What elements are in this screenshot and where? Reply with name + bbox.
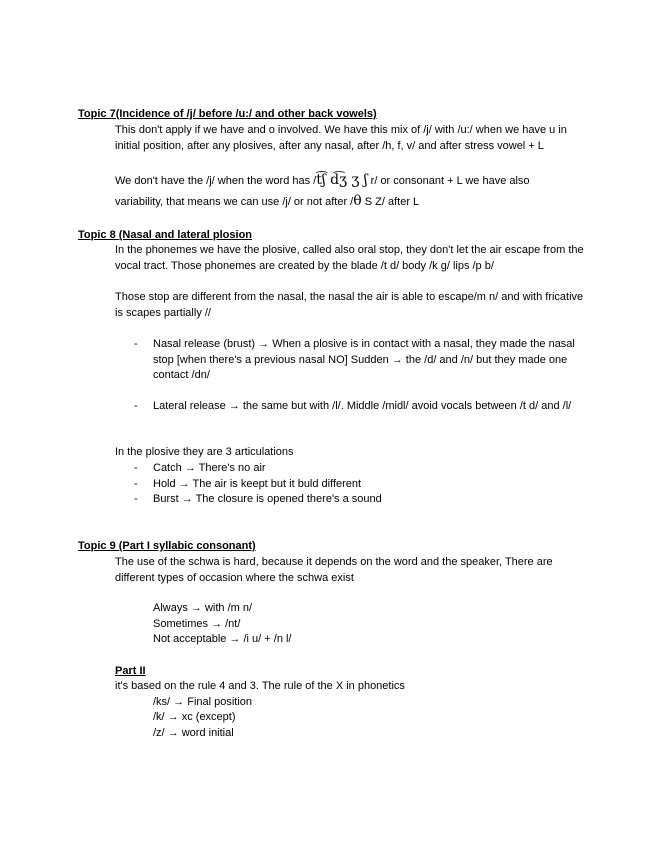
schwa-rule: Always → with /m n/ bbox=[153, 602, 253, 614]
schwa-rule: Not acceptable → /i u/ + /n l/ bbox=[153, 633, 292, 645]
topic-7-p3-text-b: S Z/ after L bbox=[361, 196, 420, 208]
topic-7-paragraph-3 bbox=[115, 194, 585, 211]
bullet-dash: - bbox=[134, 338, 138, 350]
topic-7-paragraph-2 bbox=[115, 173, 585, 190]
part-2-text: it's based on the rule 4 and 3. The rule of the X in phonetics bbox=[115, 680, 405, 692]
topic-9-paragraph-1: The use of the schwa is hard, because it depends on the word and the speaker, There are different types of occasion where the schwa exist bbox=[115, 556, 553, 584]
topic-7-heading: Topic 7(Incidence of /j/ before /u:/ and other back vowels) bbox=[78, 108, 377, 120]
nasal-release-item: Nasal release (brust) → When a plosive is in contact with a nasal, they made the nasal stop [when there's a previous nasal NO] Sudden → the /d/ and /n/ but they made one contact /dn/ bbox=[153, 338, 575, 381]
bullet-dash: - bbox=[134, 400, 138, 412]
topic-7-p2-text-b: r/ or consonant + L we have also bbox=[367, 175, 530, 187]
topic-7-p3-text-a: variability, that means we can use /j/ or not after / bbox=[115, 196, 354, 208]
topic-7-p3-symbol: θ bbox=[353, 193, 362, 209]
bullet-dash: - bbox=[134, 478, 138, 490]
lateral-release-item: Lateral release → the same but with /l/. Middle /midl/ avoid vocals between /t d/ and /l/ bbox=[153, 400, 572, 412]
topic-8-paragraph-2: Those stop are different from the nasal, the nasal the air is able to escape/m n/ and with fricative is scapes partially // bbox=[115, 291, 584, 319]
x-rule: /z/ → word initial bbox=[153, 727, 234, 739]
schwa-rule: Sometimes → /nt/ bbox=[153, 618, 241, 630]
topic-7-p2-text-a: We don't have the /j/ when the word has / bbox=[115, 175, 317, 187]
topic-7-paragraph-1: This don't apply if we have and o involved. We have this mix of /j/ with /u:/ when we have u in initial position, after any plosives, after any nasal, after /h, f, v/ and after stress vowel + L bbox=[115, 124, 567, 152]
bullet-dash: - bbox=[134, 462, 138, 474]
bullet-dash: - bbox=[134, 493, 138, 505]
topic-9-heading: Topic 9 (Part I syllabic consonant) bbox=[78, 540, 256, 552]
articulation-item: Hold → The air is keept but it buld different bbox=[153, 478, 362, 490]
topic-7-p2-symbols: t͡ʃ d͡ʒ ʒ ʃ bbox=[316, 172, 368, 188]
x-rule: /ks/ → Final position bbox=[153, 696, 253, 708]
part-2-heading: Part II bbox=[115, 665, 146, 677]
articulation-item: Catch → There's no air bbox=[153, 462, 266, 474]
topic-8-paragraph-3: In the plosive they are 3 articulations bbox=[115, 446, 294, 458]
topic-8-paragraph-1: In the phonemes we have the plosive, called also oral stop, they don't let the air escape from the vocal tract. Those phonemes are created by the blade /t d/ body /k g/ lips /p b/ bbox=[115, 244, 584, 272]
topic-8-heading: Topic 8 (Nasal and lateral plosion bbox=[78, 229, 253, 241]
articulation-item: Burst → The closure is opened there's a sound bbox=[153, 493, 382, 505]
x-rule: /k/ → xc (except) bbox=[153, 711, 236, 723]
